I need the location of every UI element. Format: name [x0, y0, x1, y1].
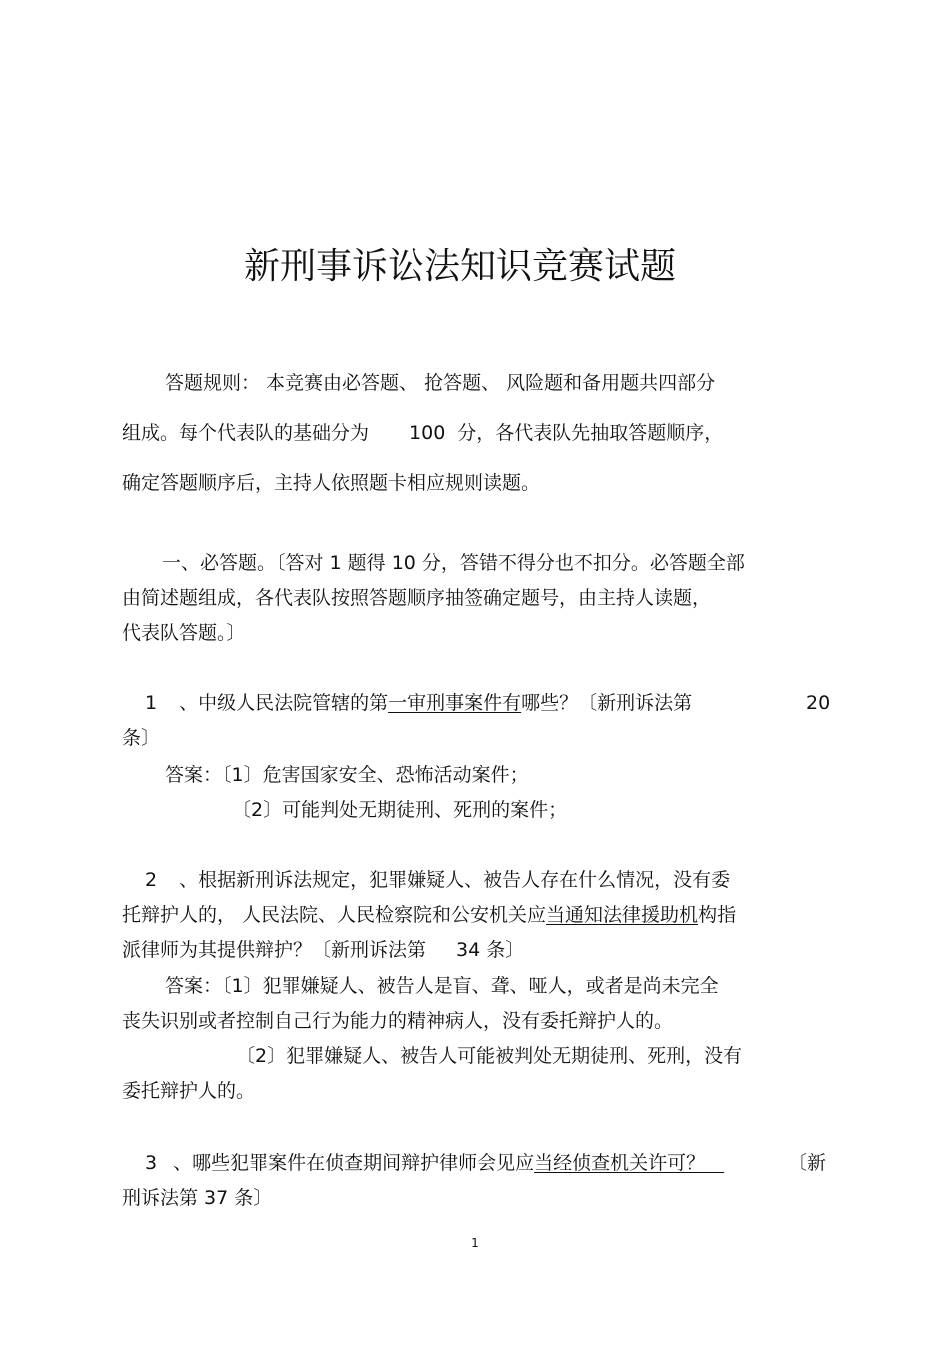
q1-number: 1: [145, 692, 158, 714]
q2-answer-1: 答案：〔1〕犯罪嫌疑人、被告人是盲、聋、哑人，或者是尚未完全: [165, 975, 719, 997]
rules-line-2-tail: 分，各代表队先抽取答题顺序，: [457, 422, 724, 444]
q2-text-2-pre: 托辩护人的， 人民法院、人民检察院和公安机关应: [122, 904, 547, 926]
q2-text-3: 派律师为其提供辩护？〔新刑诉法第: [122, 939, 427, 961]
section1-line-3: 代表队答题。〕: [122, 622, 246, 644]
page-title: 新刑事诉讼法知识竞赛试题: [243, 246, 676, 287]
rules-line-2-text: 组成。每个代表队的基础分为: [122, 422, 370, 444]
rules-line-1: 答题规则： 本竞赛由必答题、 抢答题、 风险题和备用题共四部分: [165, 372, 716, 394]
q2-text-2-post: 构指: [698, 904, 737, 926]
q3-number: 3: [145, 1152, 158, 1174]
q1-answer-2: 〔2〕可能判处无期徒刑、死刑的案件；: [232, 799, 568, 821]
q1-line-1: [145, 690, 692, 716]
q2-answer-4: 委托辩护人的。: [122, 1080, 256, 1102]
q2-number: 2: [145, 869, 158, 891]
q3-line-2: 刑诉法第 37 条〕: [122, 1187, 273, 1209]
q2-answer-3: 〔2〕犯罪嫌疑人、被告人可能被判处无期徒刑、死刑，没有: [236, 1045, 743, 1067]
q1-text-post: 哪些？〔新刑诉法第: [521, 692, 693, 714]
q2-line-2: [122, 902, 736, 928]
q1-text-underlined: 一审刑事案件有: [388, 692, 522, 714]
q1-line-2: 条〕: [122, 727, 161, 749]
q2-article: 34 条〕: [456, 939, 525, 961]
q1-answer-1: 答案：〔1〕危害国家安全、恐怖活动案件；: [165, 764, 529, 786]
q2-text-1: 、根据新刑诉法规定，犯罪嫌疑人、被告人存在什么情况，没有委: [179, 869, 731, 891]
q3-line-1: [145, 1150, 724, 1176]
q3-text-pre: 、哪些犯罪案件在侦查期间辩护律师会见应: [173, 1152, 535, 1174]
q1-text-pre: 、中级人民法院管辖的第: [179, 692, 389, 714]
q3-text-post: 〔新: [788, 1152, 827, 1174]
rules-line-3: 确定答题顺序后，主持人依照题卡相应规则读题。: [122, 472, 541, 494]
q1-article: 20: [806, 692, 831, 714]
q2-line-1: [145, 867, 730, 893]
q2-line-3: [122, 937, 524, 963]
q3-text-underlined: 当经侦查机关许可？: [534, 1152, 725, 1174]
base-score: 100: [409, 422, 446, 444]
page-number: 1: [471, 1236, 479, 1250]
section1-line-1: 一、必答题。〔答对 1 题得 10 分，答错不得分也不扣分。必答题全部: [162, 552, 745, 574]
rules-line-2: [122, 420, 723, 446]
q2-answer-2: 丧失识别或者控制自己行为能力的精神病人，没有委托辩护人的。: [122, 1010, 674, 1032]
q2-text-2-underlined: 当通知法律援助机: [546, 904, 699, 926]
section1-line-2: 由简述题组成，各代表队按照答题顺序抽签确定题号，由主持人读题，: [122, 587, 712, 609]
